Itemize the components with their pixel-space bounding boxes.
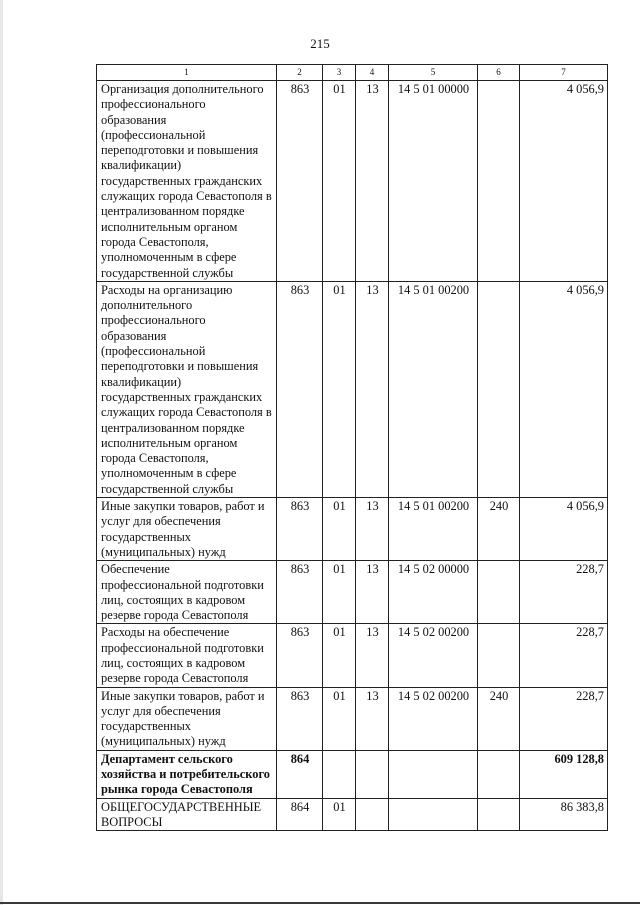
subsection-cell: 13 xyxy=(356,687,389,750)
subsection-cell: 13 xyxy=(356,561,389,624)
section-cell: 01 xyxy=(323,81,356,282)
row-name-cell: Иные закупки товаров, работ и услуг для обеспечения государственных (муниципальных) нужд xyxy=(97,687,277,750)
section-cell: 01 xyxy=(323,687,356,750)
target-article-cell xyxy=(389,798,478,831)
subsection-cell: 13 xyxy=(356,281,389,497)
section-cell: 01 xyxy=(323,561,356,624)
table-row xyxy=(97,750,608,798)
expense-type-cell xyxy=(478,798,520,831)
target-article-cell: 14 5 02 00000 xyxy=(389,561,478,624)
amount-cell: 609 128,8 xyxy=(520,750,608,798)
header-cell: 4 xyxy=(356,65,389,81)
table-row xyxy=(97,81,608,282)
grbs-cell: 863 xyxy=(277,624,323,687)
expense-type-cell xyxy=(478,624,520,687)
expense-type-cell: 240 xyxy=(478,498,520,561)
scan-edge xyxy=(0,0,3,905)
row-name-cell: Расходы на обеспечение профессиональной подготовки лиц, состоящих в кадровом резерве города Севастополя xyxy=(97,624,277,687)
section-cell: 01 xyxy=(323,798,356,831)
section-cell: 01 xyxy=(323,498,356,561)
header-cell: 7 xyxy=(520,65,608,81)
target-article-cell: 14 5 01 00200 xyxy=(389,281,478,497)
row-name-cell: Обеспечение профессиональной подготовки лиц, состоящих в кадровом резерве города Севастополя xyxy=(97,561,277,624)
table-row xyxy=(97,624,608,687)
table-row xyxy=(97,798,608,831)
row-name-cell: Департамент сельского хозяйства и потребительского рынка города Севастополя xyxy=(97,750,277,798)
row-name-cell: ОБЩЕГОСУДАРСТВЕННЫЕ ВОПРОСЫ xyxy=(97,798,277,831)
subsection-cell xyxy=(356,798,389,831)
grbs-cell: 863 xyxy=(277,498,323,561)
amount-cell: 4 056,9 xyxy=(520,81,608,282)
target-article-cell: 14 5 01 00200 xyxy=(389,498,478,561)
table-row xyxy=(97,498,608,561)
section-cell: 01 xyxy=(323,281,356,497)
target-article-cell xyxy=(389,750,478,798)
target-article-cell: 14 5 02 00200 xyxy=(389,687,478,750)
amount-cell: 228,7 xyxy=(520,687,608,750)
grbs-cell: 863 xyxy=(277,81,323,282)
expense-type-cell xyxy=(478,81,520,282)
amount-cell: 4 056,9 xyxy=(520,281,608,497)
section-cell xyxy=(323,750,356,798)
page-number: 215 xyxy=(310,36,330,51)
header-cell: 3 xyxy=(323,65,356,81)
amount-cell: 86 383,8 xyxy=(520,798,608,831)
row-name-cell: Организация дополнительного профессионального образования (профессиональной переподготовки и повышения квалификации) государственных гражданских служащих города Севастополя в централизованном порядке исполнительным органом города Севастополя, уполномоченным в сфере государственной службы xyxy=(97,81,277,282)
row-name-cell: Расходы на организацию дополнительного профессионального образования (профессиональной переподготовки и повышения квалификации) государственных гражданских служащих города Севастополя в централизованном порядке исполнительным органом города Севастополя, уполномоченным в сфере государственной службы xyxy=(97,281,277,497)
target-article-cell: 14 5 01 00000 xyxy=(389,81,478,282)
scan-bottom-edge xyxy=(0,902,640,904)
header-cell: 5 xyxy=(389,65,478,81)
row-name-cell: Иные закупки товаров, работ и услуг для обеспечения государственных (муниципальных) нужд xyxy=(97,498,277,561)
header-cell: 6 xyxy=(478,65,520,81)
amount-cell: 4 056,9 xyxy=(520,498,608,561)
table-header-row xyxy=(97,65,608,81)
subsection-cell: 13 xyxy=(356,498,389,561)
section-cell: 01 xyxy=(323,624,356,687)
subsection-cell xyxy=(356,750,389,798)
grbs-cell: 864 xyxy=(277,750,323,798)
expense-type-cell xyxy=(478,561,520,624)
header-cell: 1 xyxy=(97,65,277,81)
subsection-cell: 13 xyxy=(356,81,389,282)
amount-cell: 228,7 xyxy=(520,624,608,687)
grbs-cell: 863 xyxy=(277,687,323,750)
amount-cell: 228,7 xyxy=(520,561,608,624)
expense-type-cell xyxy=(478,750,520,798)
table-row xyxy=(97,561,608,624)
budget-table xyxy=(96,64,608,831)
subsection-cell: 13 xyxy=(356,624,389,687)
expense-type-cell: 240 xyxy=(478,687,520,750)
table-row xyxy=(97,281,608,497)
header-cell: 2 xyxy=(277,65,323,81)
table-row xyxy=(97,687,608,750)
grbs-cell: 864 xyxy=(277,798,323,831)
expense-type-cell xyxy=(478,281,520,497)
target-article-cell: 14 5 02 00200 xyxy=(389,624,478,687)
grbs-cell: 863 xyxy=(277,281,323,497)
grbs-cell: 863 xyxy=(277,561,323,624)
